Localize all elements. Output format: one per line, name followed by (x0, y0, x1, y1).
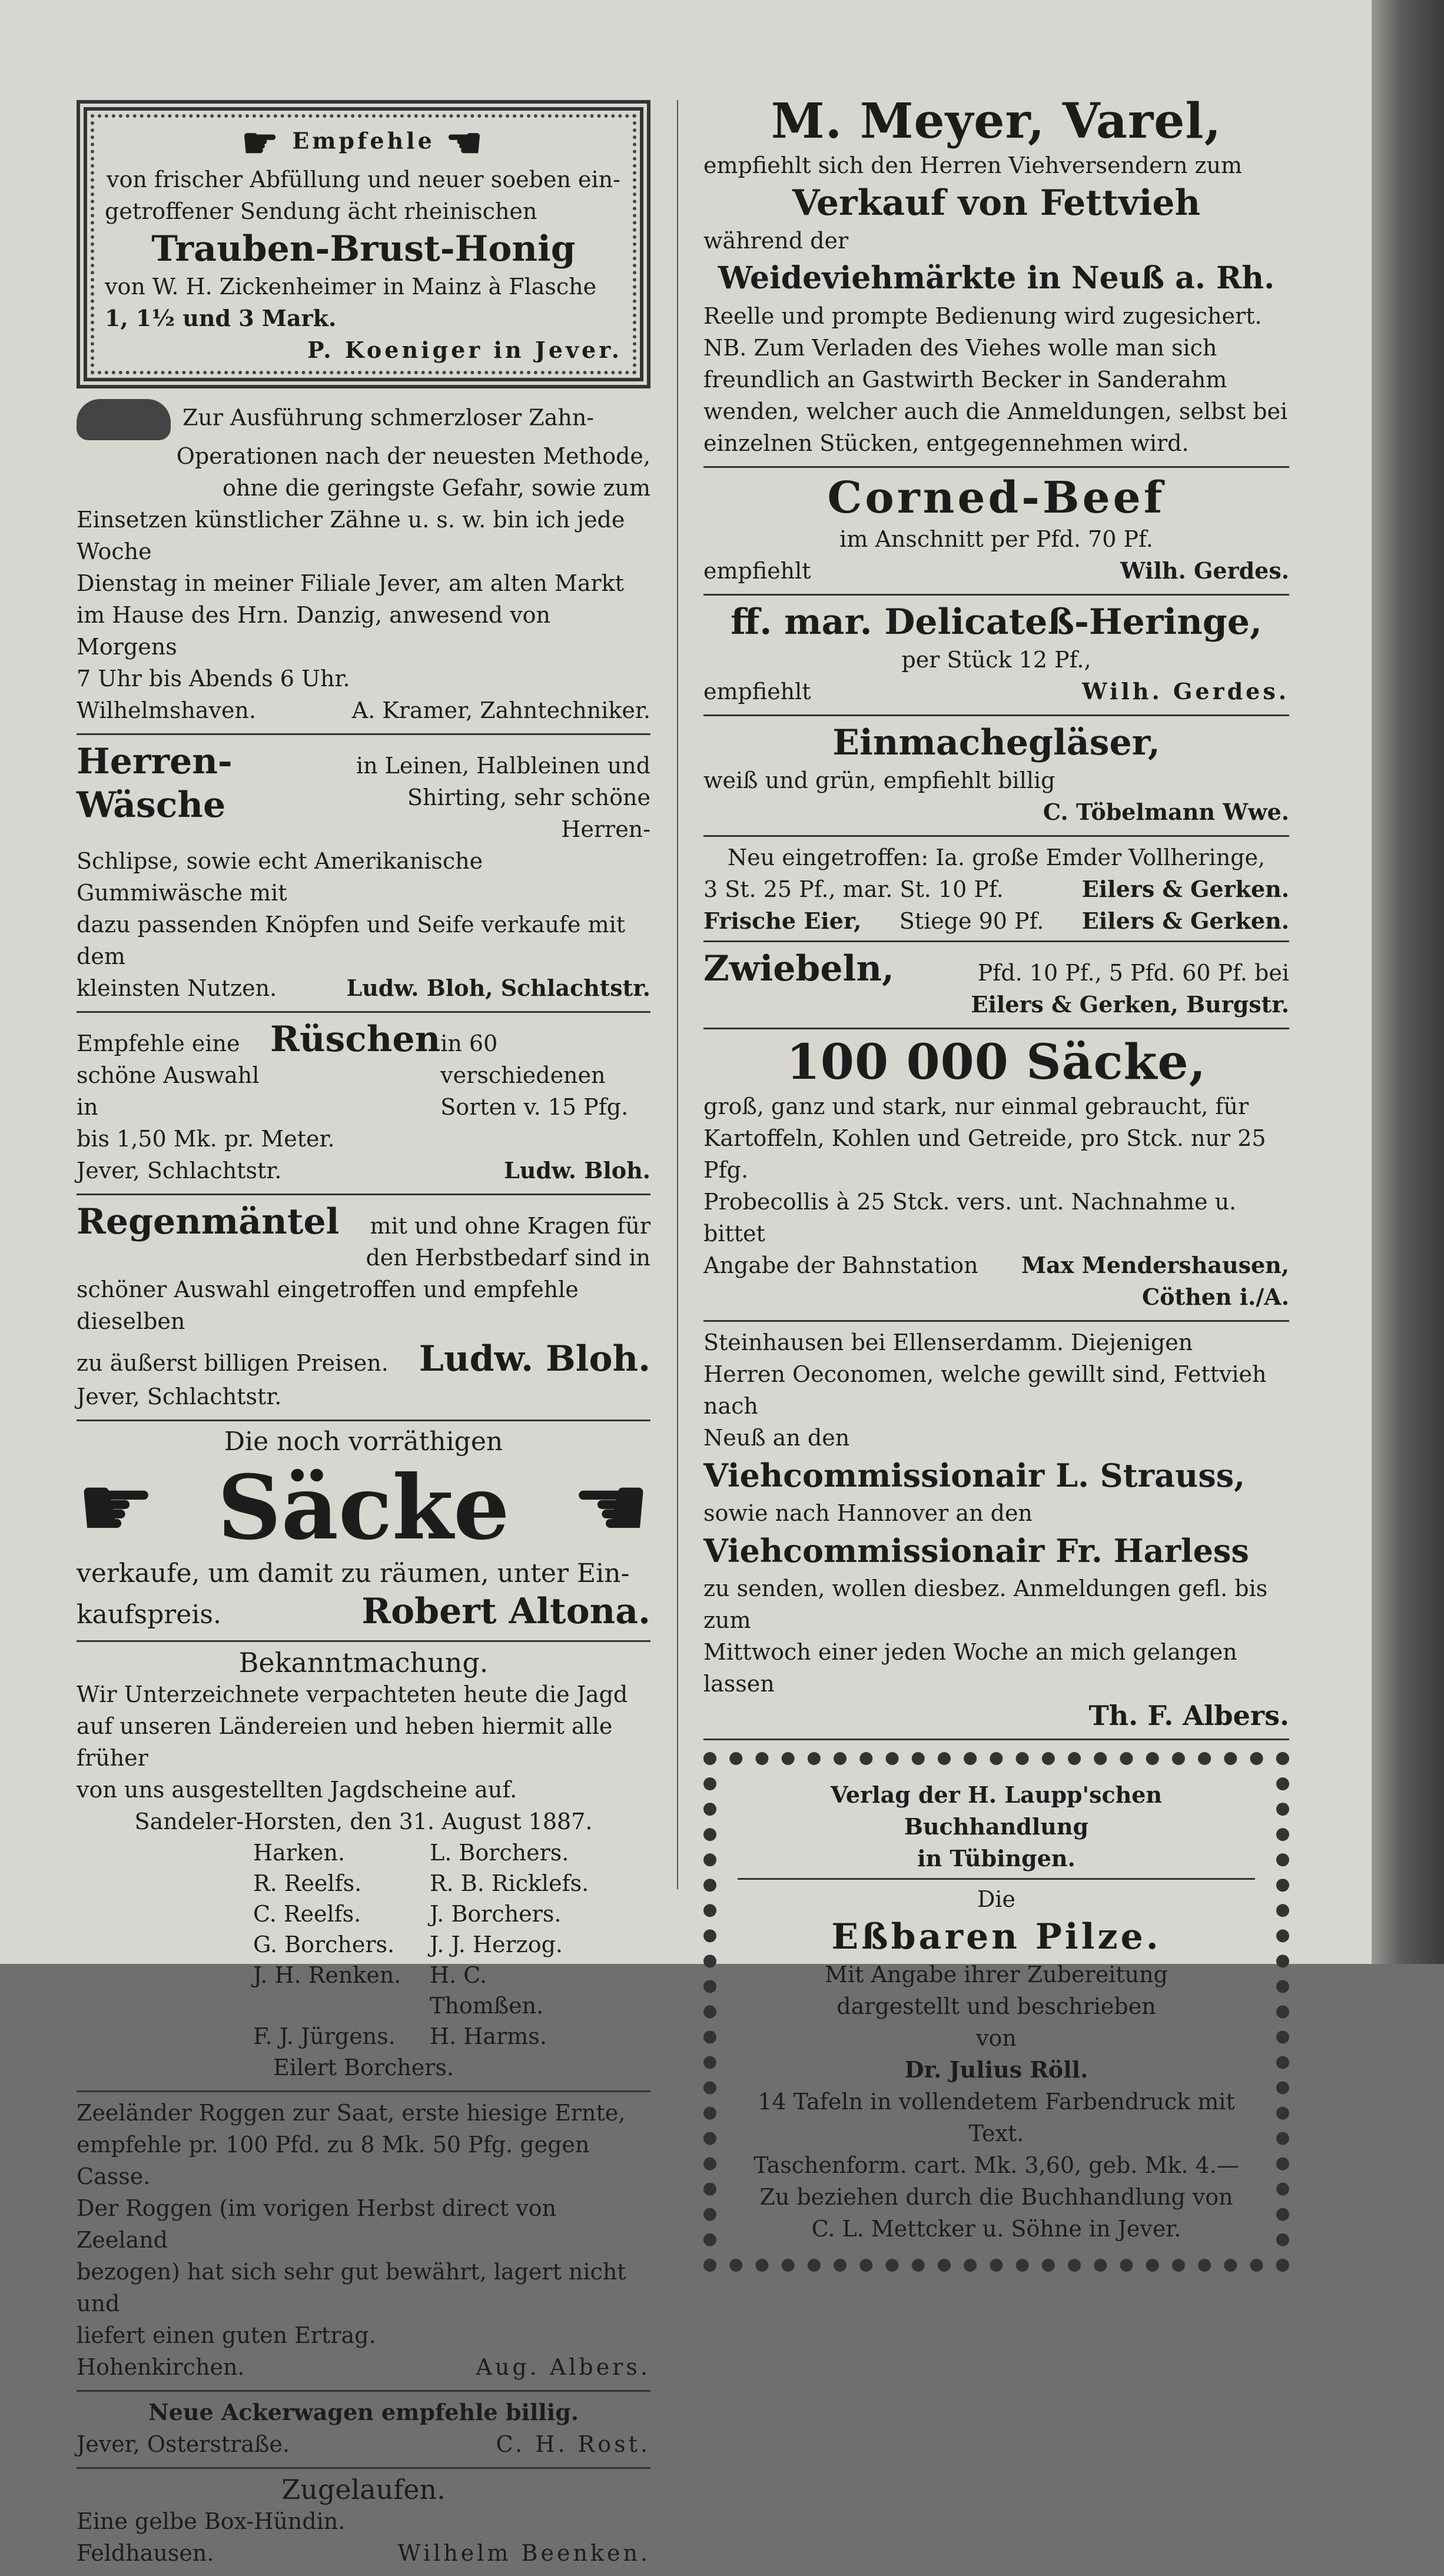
meyer-line-7: einzelnen Stücken, entgegennehmen wird. (703, 430, 1189, 456)
bekannt-line-4: Sandeler-Horsten, den 31. August 1887. (134, 1809, 593, 1834)
heringe-left: empfiehlt (703, 679, 811, 704)
meyer-line-3: Reelle und prompte Bedienung wird zugesichert. (703, 303, 1262, 329)
signatory: L. Borchers. (430, 1840, 569, 1866)
eier-row (703, 905, 1289, 937)
zahn-sign: A. Kramer, Zahntechniker. (351, 697, 650, 723)
rueschen-title: Rüschen (270, 1019, 441, 1060)
saecke-100000-line-1: groß, ganz und stark, nur einmal gebraucht, für (703, 1093, 1249, 1119)
saecke-100000-line-3: Probecollis à 25 Stck. vers. unt. Nachnahme u. bittet (703, 1189, 1237, 1247)
pilze-title: Eßbaren Pilze. (831, 1916, 1161, 1957)
ad-emder (703, 837, 1289, 942)
corned-title: Corned-Beef (827, 473, 1166, 523)
waesche-title: Herren-Wäsche (77, 741, 233, 826)
ad-roggen (77, 2092, 650, 2392)
signatory: F. J. Jürgens. (253, 2023, 396, 2049)
meyer-line-5: freundlich an Gastwirth Becker in Sanderahm (703, 367, 1227, 393)
pointing-hand-right-icon: ☛ (77, 1457, 156, 1559)
ad-zahn (77, 394, 650, 735)
saecke-line-1: Die noch vorräthigen (224, 1427, 503, 1457)
acker-line-1: Neue Ackerwagen empfehle billig. (148, 2399, 579, 2425)
regen-right-1: mit und ohne Kragen für (370, 1213, 650, 1239)
waesche-right-lines (347, 750, 650, 845)
zugelaufen-place: Feldhausen. (77, 2540, 214, 2566)
roggen-sign: Aug. Albers. (476, 2354, 650, 2380)
honig-title: Trauben-Brust-Honig (151, 228, 576, 270)
regen-title: Regenmäntel (77, 1201, 340, 1242)
roggen-line-2: empfehle pr. 100 Pfd. zu 8 Mk. 50 Pfg. gegen Casse. (77, 2132, 590, 2189)
rueschen-left-lines (77, 1028, 270, 1123)
roggen-line-3: Der Roggen (im vorigen Herbst direct von Zeeland (77, 2195, 557, 2253)
zwiebeln-right-lines (971, 957, 1289, 1021)
meyer-line-4: NB. Zum Verladen des Viehes wolle man sich (703, 335, 1217, 361)
pilze-line-2: in Tübingen. (917, 1845, 1075, 1872)
einmach-line-1: weiß und grün, empfiehlt billig (703, 767, 1055, 793)
meyer-title: M. Meyer, Varel, (771, 93, 1222, 149)
strauss-line-4: sowie nach Hannover an den (703, 1500, 1033, 1526)
pointing-hand-right-icon: ☛ (241, 118, 281, 167)
zahn-line-1: Zur Ausführung schmerzloser Zahn- (77, 399, 650, 440)
ad-zwiebeln (703, 942, 1289, 1029)
right-column (703, 88, 1289, 2272)
heringe-title: ff. mar. Delicateß-Heringe, (731, 601, 1262, 643)
regen-right-lines (366, 1210, 650, 1274)
roggen-line-1: Zeeländer Roggen zur Saat, erste hiesige Ernte, (77, 2100, 626, 2126)
waesche-line-4: dazu passenden Knöpfen und Seife verkaufe mit dem (77, 912, 626, 969)
saecke-100000-sign-2: Cöthen i./A. (1141, 1284, 1289, 1310)
waesche-line-5: kleinsten Nutzen. (77, 975, 277, 1001)
bekannt-last: Eilert Borchers. (273, 2055, 454, 2080)
signatory: C. Reelfs. (253, 1901, 361, 1927)
regen-line-1: schöner Auswahl eingetroffen und empfehle dieselben (77, 1277, 579, 1334)
pilze-line-5: dargestellt und beschrieben (836, 1993, 1156, 2019)
meyer-title-3: Weideviehmärkte in Neuß a. Rh. (718, 260, 1275, 296)
regen-right-2: den Herbstbedarf sind in (366, 1245, 650, 1271)
saecke-100000-line-4: Angabe der Bahnstation (703, 1252, 978, 1278)
corned-left: empfiehlt (703, 558, 811, 584)
zahn-place: Wilhelmshaven. (77, 697, 256, 723)
bekannt-title: Bekanntmachung. (238, 1647, 489, 1678)
zahn-line-6: im Hause des Hrn. Danzig, anwesend von Morgens (77, 602, 551, 660)
pilze-divider (738, 1878, 1255, 1880)
corned-line-1: im Anschnitt per Pfd. 70 Pf. (839, 526, 1153, 552)
teeth-illustration-icon (77, 399, 171, 440)
bekannt-signatories (253, 1837, 606, 2052)
honig-sign: P. Koeniger in Jever. (307, 337, 622, 363)
zugelaufen-sign: Wilhelm Beenken. (397, 2540, 650, 2566)
saecke-line-3: kaufspreis. (77, 1600, 221, 1630)
eier-line-1: Stiege 90 Pf. (899, 908, 1044, 934)
ad-strauss (703, 1322, 1289, 1740)
ad-ackerwagen (77, 2392, 650, 2469)
strauss-sign: Th. F. Albers. (1088, 1700, 1289, 1731)
waesche-line-1: in Leinen, Halbleinen und (356, 753, 650, 779)
saecke-100000-line-2: Kartoffeln, Kohlen und Getreide, pro Stck. nur 25 Pfg. (703, 1125, 1266, 1183)
ad-meyer (703, 88, 1289, 468)
pilze-line-10: Zu beziehen durch die Buchhandlung von (759, 2184, 1233, 2210)
signatory: Harken. (253, 1840, 346, 1866)
roggen-place: Hohenkirchen. (77, 2354, 245, 2380)
heringe-sign: Wilh. Gerdes. (1082, 678, 1289, 704)
signatory: H. C. Thomßen. (430, 1962, 544, 2019)
zahn-line-4: Einsetzen künstlicher Zähne u. s. w. bin ich jede Woche (77, 507, 625, 564)
ad-corned-beef (703, 468, 1289, 596)
acker-place: Jever, Osterstraße. (77, 2431, 290, 2457)
signatory: J. J. Herzog. (430, 1932, 563, 1957)
rueschen-right-1: in 60 verschiedenen (440, 1031, 606, 1088)
honig-line-4: von W. H. Zickenheimer in Mainz à Flasche (105, 274, 597, 300)
zahn-line-5: Dienstag in meiner Filiale Jever, am alten Markt (77, 570, 624, 596)
ad-einmachglaeser (703, 716, 1289, 837)
zwiebeln-title: Zwiebeln, (703, 948, 894, 989)
left-column (77, 88, 650, 2576)
waesche-line-3: Schlipse, sowie echt Amerikanische Gummiwäsche mit (77, 848, 483, 906)
book-spine (1372, 0, 1444, 1964)
heringe-line-1: per Stück 12 Pf., (901, 647, 1091, 673)
ad-saecke (77, 1421, 650, 1642)
honig-line-1: ☛ Empfehle ☚ (241, 118, 486, 167)
signatory: J. Borchers. (430, 1901, 562, 1927)
eier-sign: Eilers & Gerken. (1081, 908, 1289, 934)
column-divider (677, 100, 678, 1889)
rueschen-sign: Ludw. Bloh. (503, 1157, 650, 1184)
ad-regenmaentel (77, 1195, 650, 1421)
zwiebeln-sign: Eilers & Gerken, Burgstr. (971, 991, 1289, 1018)
strauss-line-6: Mittwoch einer jeden Woche an mich gelangen lassen (703, 1639, 1237, 1697)
regen-line-2: zu äußerst billigen Preisen. (77, 1350, 389, 1376)
zwiebeln-line-1: Pfd. 10 Pf., 5 Pfd. 60 Pf. bei (977, 960, 1289, 986)
bekannt-line-2: auf unseren Ländereien und heben hiermit alle früher (77, 1713, 613, 1771)
honig-line-2: von frischer Abfüllung und neuer soeben ein- (107, 167, 620, 192)
saecke-100000-title: 100 000 Säcke, (786, 1034, 1207, 1091)
pilze-line-6: von (976, 2025, 1017, 2051)
bekannt-line-3: von uns ausgestellten Jagdscheine auf. (77, 1777, 517, 1803)
zahn-line-7: 7 Uhr bis Abends 6 Uhr. (77, 666, 350, 692)
signatory: J. H. Renken. (253, 1962, 401, 1988)
saecke-title: Säcke (217, 1456, 510, 1560)
regen-sign: Ludw. Bloh. (419, 1338, 650, 1380)
pilze-line-9: Taschenform. cart. Mk. 3,60, geb. Mk. 4.— (753, 2152, 1239, 2178)
signatory: G. Borchers. (253, 1932, 395, 1957)
strauss-title-2: Viehcommissionair Fr. Harless (703, 1532, 1249, 1570)
ad-waesche (77, 735, 650, 1013)
rueschen-right-2: Sorten v. 15 Pfg. (440, 1094, 629, 1120)
ad-heringe (703, 596, 1289, 716)
ad-bekanntmachung (77, 1642, 650, 2092)
signatory: R. B. Ricklefs. (430, 1870, 589, 1896)
ad-honig (77, 100, 650, 388)
ad-rueschen (77, 1013, 650, 1195)
bekannt-line-1: Wir Unterzeichnete verpachteten heute die Jagd (77, 1681, 628, 1707)
zahn-line-3: ohne die geringste Gefahr, sowie zum (222, 475, 650, 501)
roggen-line-5: liefert einen guten Ertrag. (77, 2322, 376, 2348)
meyer-line-1: empfiehlt sich den Herren Viehversendern zum (703, 152, 1243, 178)
eier-title: Frische Eier, (703, 908, 862, 934)
strauss-title-1: Viehcommissionair L. Strauss, (703, 1457, 1245, 1494)
saecke-title-row (77, 1458, 650, 1558)
pilze-line-4: Mit Angabe ihrer Zubereitung (825, 1962, 1168, 1987)
ad-pilze-framed (703, 1752, 1289, 2272)
waesche-sign: Ludw. Bloh, Schlachtstr. (346, 975, 650, 1001)
saecke-100000-sign: Max Mendershausen, (1021, 1252, 1289, 1278)
signatory: R. Reelfs. (253, 1870, 362, 1896)
zugelaufen-title: Zugelaufen. (281, 2474, 446, 2505)
ad-zugelaufen (77, 2469, 650, 2576)
pilze-line-11: C. L. Mettcker u. Söhne in Jever. (811, 2216, 1181, 2242)
emder-line-1: Neu eingetroffen: Ia. große Emder Vollheringe, (727, 845, 1266, 870)
regen-place: Jever, Schlachtstr. (77, 1384, 282, 1410)
emder-line-2: 3 St. 25 Pf., mar. St. 10 Pf. (703, 876, 1004, 902)
strauss-line-1: Steinhausen bei Ellenserdamm. Diejenigen (703, 1329, 1193, 1355)
strauss-line-3: Neuß an den (703, 1425, 850, 1451)
pointing-hand-left-icon: ☚ (445, 118, 486, 167)
roggen-line-4: bezogen) hat sich sehr gut bewährt, lagert nicht und (77, 2259, 626, 2316)
pilze-line-3: Die (977, 1886, 1016, 1912)
signatory: H. Harms. (430, 2023, 547, 2049)
einmach-title: Einmachegläser, (832, 722, 1160, 763)
waesche-line-2: Shirting, sehr schöne Herren- (407, 785, 650, 842)
ad-100000-saecke (703, 1029, 1289, 1322)
corned-sign: Wilh. Gerdes. (1120, 557, 1289, 584)
pilze-line-8: 14 Tafeln in vollendetem Farbendruck mit Text. (758, 2089, 1235, 2146)
meyer-line-2: während der (703, 228, 849, 254)
honig-line-5: 1, 1½ und 3 Mark. (105, 305, 337, 331)
meyer-line-6: wenden, welcher auch die Anmeldungen, selbst bei (703, 398, 1288, 424)
saecke-line-2: verkaufe, um damit zu räumen, unter Ein- (77, 1558, 630, 1588)
meyer-title-2: Verkauf von Fettvieh (792, 182, 1201, 224)
saecke-sign: Robert Altona. (361, 1591, 650, 1632)
strauss-line-5: zu senden, wollen diesbez. Anmeldungen gefl. bis zum (703, 1575, 1268, 1633)
pilze-line-1: Verlag der H. Laupp'schen Buchhandlung (830, 1781, 1163, 1840)
rueschen-line-2: schöne Auswahl in (77, 1062, 260, 1120)
einmach-sign: C. Töbelmann Wwe. (1043, 799, 1289, 825)
emder-sign: Eilers & Gerken. (1081, 876, 1289, 902)
zahn-line-2: Operationen nach der neuesten Methode, (176, 443, 650, 469)
acker-sign: C. H. Rost. (496, 2431, 650, 2457)
honig-line-3: getroffener Sendung ächt rheinischen (105, 198, 537, 224)
rueschen-line-3: bis 1,50 Mk. pr. Meter. (77, 1126, 335, 1152)
strauss-line-2: Herren Oeconomen, welche gewillt sind, Fettvieh nach (703, 1361, 1267, 1419)
rueschen-line-1: Empfehle eine (77, 1031, 240, 1056)
pointing-hand-left-icon: ☚ (571, 1457, 650, 1559)
zugelaufen-line-1: Eine gelbe Box-Hündin. (77, 2508, 346, 2534)
rueschen-right-lines (440, 1028, 650, 1123)
pilze-line-7: Dr. Julius Röll. (904, 2056, 1088, 2083)
rueschen-place: Jever, Schlachtstr. (77, 1158, 282, 1184)
